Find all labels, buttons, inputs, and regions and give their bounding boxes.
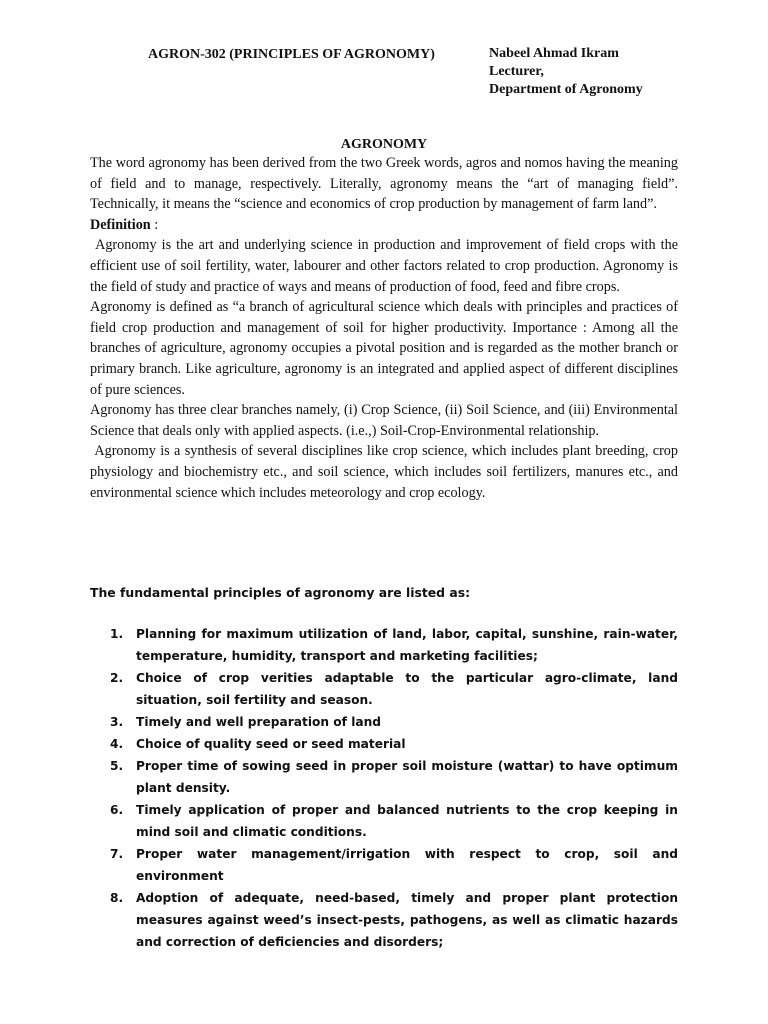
list-item-text: Adoption of adequate, need-based, timely and proper plant protection measures against weed’s insect-pests, pathogens, as well as climatic hazards and correction of deficiencies and disorders; [136, 891, 678, 949]
author-name: Nabeel Ahmad Ikram [489, 46, 619, 61]
principles-list [110, 623, 678, 953]
list-item-text: Proper water management/irrigation with respect to crop, soil and environment [136, 847, 678, 883]
list-item [110, 799, 678, 843]
list-item [110, 843, 678, 887]
list-item [110, 887, 678, 953]
list-item [110, 711, 678, 733]
list-item-text: Planning for maximum utilization of land, labor, capital, sunshine, rain-water, temperature, humidity, transport and marketing facilities; [136, 627, 678, 663]
body-text [90, 153, 678, 503]
paragraph: Agronomy has three clear branches namely, (i) Crop Science, (ii) Soil Science, and (iii) Environmental Science that deals only with applied aspects. (i.e.,) Soil-Crop-Environmental relationship. [90, 402, 678, 439]
page-title: AGRONOMY [340, 137, 428, 152]
author-block [489, 45, 643, 99]
list-item-number: 2. [110, 671, 124, 685]
definition-line [90, 215, 678, 236]
definition-colon: : [150, 216, 159, 233]
author-title: Lecturer, [489, 64, 544, 79]
list-item-number: 1. [110, 627, 124, 641]
paragraph: Agronomy is the art and underlying science in production and improvement of field crops with the efficient use of soil fertility, water, labourer and other factors related to crop production. Agronomy is the field of study and practice of ways and means of production of food, feed and fibre crops. [90, 237, 678, 295]
list-item [110, 667, 678, 711]
list-item-text: Proper time of sowing seed in proper soil moisture (wattar) to have optimum plant density. [136, 759, 678, 795]
list-item-text: Timely application of proper and balanced nutrients to the crop keeping in mind soil and climatic conditions. [136, 803, 678, 839]
list-item [110, 733, 678, 755]
intro-paragraph: The word agronomy has been derived from the two Greek words, agros and nomos having the meaning of field and to manage, respectively. Literally, agronomy means the “art of managing field”. Technically, it means the “science and economics of crop production by management of farm land”. [90, 155, 678, 213]
list-item-number: 5. [110, 759, 124, 773]
list-item-text: Choice of crop verities adaptable to the particular agro-climate, land situation, soil fertility and season. [136, 671, 678, 707]
paragraph: Agronomy is a synthesis of several disciplines like crop science, which includes plant breeding, crop physiology and biochemistry etc., and soil science, which includes soil fertilizers, manures etc., and environmental science which includes meteorology and crop ecology. [90, 443, 678, 501]
list-item-text: Choice of quality seed or seed material [136, 737, 406, 751]
list-item-number: 7. [110, 847, 124, 861]
list-item-number: 3. [110, 715, 124, 729]
definition-label: Definition [90, 216, 151, 233]
list-item-text: Timely and well preparation of land [136, 715, 382, 729]
principles-heading: The fundamental principles of agronomy are listed as: [90, 585, 471, 600]
paragraph: Agronomy is defined as “a branch of agricultural science which deals with principles and practices of field crop production and management of soil for higher productivity. Importance : Among all the branches of agriculture, agronomy occupies a pivotal position and is regarded as the mother branch or primary branch. Like agriculture, agronomy is an integrated and applied aspect of different disciplines of pure sciences. [90, 299, 678, 398]
list-item [110, 755, 678, 799]
list-item-number: 4. [110, 737, 124, 751]
course-title: AGRON-302 (PRINCIPLES OF AGRONOMY) [148, 47, 435, 62]
author-department: Department of Agronomy [489, 82, 643, 97]
list-item-number: 8. [110, 891, 124, 905]
list-item-number: 6. [110, 803, 124, 817]
list-item [110, 623, 678, 667]
